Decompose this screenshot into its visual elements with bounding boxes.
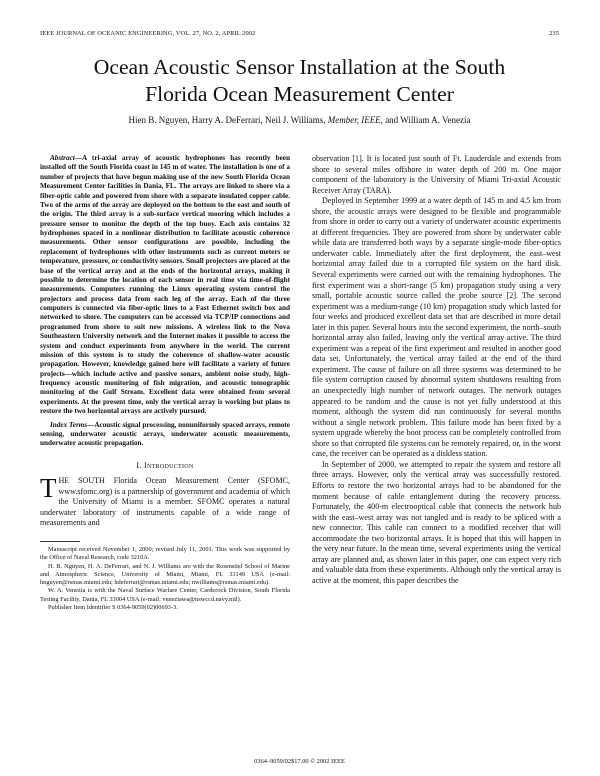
body-paragraph: In September of 2000, we attempted to repair the system and restore all three arrays. However, only the vertical array was successfully restored. Efforts to restore the two horizontal arrays had to be abandoned for the moment because of cable entanglement during the recovery process. Fortunately, the 400-m electrooptical cable that connects the network hub with the east–west array was not tangled and is ready to be spliced with a new connector. This cable can connect to a modified receiver that will accommodate the two horizontal arrays. It is hoped that this will happen in the very near future. In the mean time, several experiments using the vertical array are planned and, as shown later in this paper, one can expect very rich and valuable data from these experiments. Although only the vertical array is active at the moment, this paper describes the [312, 459, 561, 585]
footnote-divider [40, 541, 80, 542]
intro-paragraph [40, 473, 290, 529]
right-column [312, 154, 561, 586]
section-number: I. [136, 460, 144, 470]
page-number: 235 [549, 30, 559, 37]
journal-header: IEEE JOURNAL OF OCEANIC ENGINEERING, VOL. 27, NO. 2, APRIL 2002 [40, 30, 256, 37]
author-membership: Member, IEEE, [327, 115, 383, 125]
abstract [40, 154, 290, 417]
abstract-label: Abstract [50, 154, 75, 162]
body-paragraph: observation [1]. It is located just south of Ft. Lauderdale and extends from shore to several miles offshore in water depth of 200 m. One major component of the laboratory is the University of Miami Tri-axial Acoustic Receiver Array (TARA). [312, 154, 561, 195]
index-terms-label: Index Terms [50, 420, 88, 429]
intro-caps: HE SOUTH [58, 476, 105, 486]
author-list [40, 115, 559, 125]
title-line-1: Ocean Acoustic Sensor Installation at the South [93, 55, 506, 79]
author-names: Hien B. Nguyen, Harry A. DeFerrari, Neil J. Williams, [128, 115, 328, 125]
section-heading-introduction [40, 461, 290, 472]
index-terms-text: —Acoustic signal processing, nonuniformly spaced arrays, remote sensing, underwater acoustic arrays, underwater acoustic measurements, underwater acoustic propagation. [40, 420, 290, 448]
title-line-2: Florida Ocean Measurement Center [145, 82, 454, 106]
body-paragraph: Deployed in September 1999 at a water depth of 145 m and 4.5 km from shore, the acoustic arrays were designed to be flexible and programmable from shore in order to carry out a variety of underwater acoustic experiments at different frequencies. They are powered from shore by underwater cable while data are transferred both ways by a separate single-mode fiber-optics underwater cable. Immediately after the first deployment, the east–west horizontal array failed due to a corrupted file system on the hard disk. Several experiments were carried out with the remaining hydrophones. The first experiment was a short-range (5 km) propagation study using a very small, portable acoustic source called the probe source [2]. The second experiment was a medium-range (10 km) propagation study which lasted for four weeks and produced excellent data set that are described in more detail later in this paper. Several hours into the second experiment, the north–south horizontal array also failed, leaving only the vertical array active. The third experiment was a repeat of the first experiment and resulted in another good data set. Unfortunately, the vertical array failed at the end of the third experiment. The cause of failure on all three systems was determined to be file system corruption caused by abnormal system shutdowns resulting from an unexpectedly high number of network outages. The network outages appeared to be random and the cause is not yet fully understood at this moment, although the system did run continuously for several months without a single network problem. This failure mode has been fixed by a system upgrade whereby the boot process can be completely controlled from shore so that corrupted file systems can be remotely repaired, or, in the worst case, the receiver can be operated as a diskless station. [312, 196, 561, 459]
footnote-publisher-id: Publisher Item Identifier S 0364-9059(02)00693-3. [48, 603, 178, 611]
left-column [40, 154, 290, 612]
copyright-footer: 0364–9059/02$17.00 © 2002 IEEE [254, 758, 345, 765]
footnote-affiliation-miami: H. B. Nguyen, H. A. DeFerrari, and N. J. Williams are with the Rosenstiel School of Marine and Atmospheric Science, University of Miami, Miami, FL 33149 USA (e-mail: hnguyen@rsmas.miami.edu; hdeferrari@rsmas.miami.edu; nwilliams@rsmas.miami.edu). [40, 562, 290, 587]
author-last: and William A. Venezia [382, 115, 471, 125]
footnote-affiliation-navy: W. A. Venezia is with the Naval Surface Warfare Center, Carderock Division, South Florida Testing Facility, Dania, FL 33004 USA (e-mail: veneziawa@nswccd.navy.mil). [40, 587, 290, 603]
drop-cap: T [40, 473, 57, 504]
footnote-manuscript: Manuscript received November 1, 2000; revised July 11, 2001. This work was supported by the Office of Naval Research, code 3210A. [40, 545, 290, 562]
paper-title [40, 54, 559, 108]
abstract-text: —A tri-axial array of acoustic hydrophones has recently been installed off the South Florida coast in 145 m of water. The installation is one of a number of projects that have begun making use of the new South Florida Ocean Measurement Center facilities in Dania, FL. The arrays are linked to shore via a fiber-optic cable and powered from shore with a separate insulated copper cable. Two of the arms of the array are deployed on the bottom to the east and south of the origin. The third array is a sub-surface vertical mooring which includes a pressure sensor to monitor the depth of the top buoy. Each axis contains 32 hydrophones spaced in a nonlinear distribution to facilitate acoustic coherence measurements. Other sensor configurations are possible, including the replacement of hydrophones with other instruments such as current meters or temperature, pressure, or conductivity sensors. Small projectors are placed at the base of the vertical array and at the ends of the horizontal arrays, making it possible to determine the location of each sensor in real time via time-of-flight measurements. Computers running the Linux operating system control the projectors and process data from each leg of the array. Each of the three computers is connected via fiber-optic lines to a Fast Ethernet switch box and networked to shore. The computers can be accessed via TCP/IP connections and programmed from shore to suit new missions. A wireless link to the Nova Southeastern University network and the Internet makes it possible to access the system and conduct experiments from anywhere in the world. The current mission of this system is to study the coherence of shallow-water acoustic propagation. However, knowledge gained here will facilitate a variety of future projects—which include active and passive sonars, ambient noise study, high-frequency acoustic monitoring of fish migration, and acoustic tomographic monitoring of the Gulf Stream. Excellent data were obtained from several experiments. At the present time, only the vertical array is working but plans to restore the two horizontal arrays are actively pursued. [40, 154, 290, 416]
section-title: Introduction [143, 460, 194, 470]
index-terms [40, 421, 290, 449]
intro-text: Florida Ocean Measurement Center (SFOMC, www.sfomc.org) is a partnership of government and academia of which the University of Miami is a member. SFOMC operates a natural underwater laboratory of instruments capable of a wide range of measurements and [40, 476, 290, 528]
